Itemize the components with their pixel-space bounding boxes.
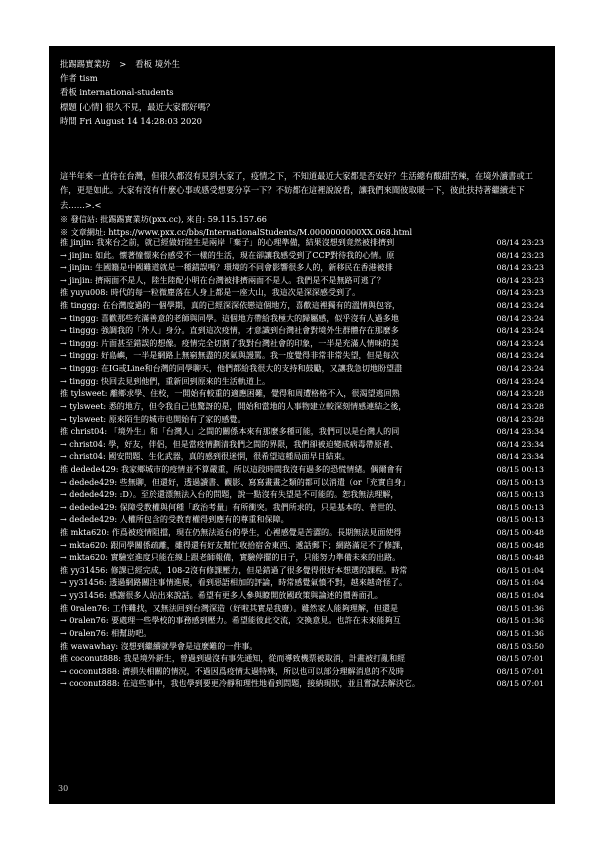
comment-row bbox=[60, 414, 544, 427]
comment-row bbox=[60, 628, 544, 641]
comment-text: → yy31456: 感謝很多人站出來說話。希望有更多人參與瞭開放國政策與論述的價善面孔。 bbox=[60, 591, 383, 601]
breadcrumb-separator: > bbox=[119, 59, 127, 69]
comment-text: 推 christ04: 「境外生」和「台灣人」之間的關係本來有那麼多種可能，我們可以是台灣人的同 bbox=[60, 427, 400, 437]
comment-text: 推 0ralen76: 工作難找，又無法回到台灣深造（好啦其實是我廢）。雖然家人能夠理解，但還是 bbox=[60, 603, 399, 613]
comment-time: 08/15 00:13 bbox=[496, 502, 544, 512]
comment-row bbox=[60, 376, 544, 389]
comment-text: → jinjin: 生國籍是中國難道就是一種錯誤嗎？環境的不同會影響很多人的，新移民在香港被排 bbox=[60, 263, 393, 273]
post-board: 看板 international-students bbox=[60, 87, 174, 98]
comment-text: 推 yy31456: 修課已經完成，108-2沒有修課壓力，但是錯過了很多覺得很好本想選的課程。時常 bbox=[60, 565, 408, 575]
comment-time: 08/15 07:01 bbox=[496, 666, 544, 676]
comment-text: → tinggg: 喜歡那些充滿善意的老師與同學。這個地方帶給我極大的歸屬感，似乎沒有人過多地 bbox=[60, 313, 399, 323]
comment-row bbox=[60, 300, 544, 313]
comment-time: 08/15 00:48 bbox=[496, 528, 544, 538]
post-author: 作者 tism bbox=[60, 73, 98, 84]
comment-row bbox=[60, 603, 544, 616]
comment-row bbox=[60, 287, 544, 300]
comment-time: 08/15 01:04 bbox=[496, 565, 544, 575]
comment-text: → yy31456: 透過網路關注事情進展，看到惡語相加的評論，時常感覺氣憤不對，越來越奇怪了。 bbox=[60, 578, 407, 588]
comment-time: 08/15 00:48 bbox=[496, 553, 544, 563]
comment-text: 推 mkta620: 作爲被疫情阻擋，現在仍無法返台的學生，心裡感覺是苦澀的。長期無法見面使得 bbox=[60, 528, 402, 538]
comment-time: 08/14 23:23 bbox=[496, 263, 544, 273]
comment-row bbox=[60, 577, 544, 590]
comment-time: 08/14 23:34 bbox=[496, 439, 544, 449]
comment-time: 08/15 00:13 bbox=[496, 477, 544, 487]
source-site: ※ 發信站: 批踢踢實業坊(pxx.cc), 來自: 59.115.157.66 bbox=[60, 214, 267, 224]
comment-row bbox=[60, 325, 544, 338]
comment-text: → christ04: 學，好友，伴侶，但是當疫情劃清我們之間的界限，我們卻被迫變成病毒帶原者、 bbox=[60, 439, 398, 449]
comment-text: → 0ralen76: 相幫助吧。 bbox=[60, 628, 152, 638]
site-name: 批踢踢實業坊 bbox=[60, 59, 111, 69]
comment-row bbox=[60, 464, 544, 477]
comment-time: 08/14 23:34 bbox=[496, 452, 544, 462]
comment-text: → 0ralen76: 要處理一些學校的事務感到壓力。希望能彼此交流，交換意見。也許在未來能夠互 bbox=[60, 616, 401, 626]
comment-row bbox=[60, 666, 544, 679]
comment-text: → tinggg: 好島嶼，一半是網路上無窮無盡的戾氣與謾罵。我一度覺得非常非常失望，但是每次 bbox=[60, 351, 399, 361]
comment-time: 08/14 23:23 bbox=[496, 288, 544, 298]
post-header bbox=[60, 57, 214, 128]
comment-time: 08/14 23:23 bbox=[496, 238, 544, 247]
comment-time: 08/14 23:28 bbox=[496, 389, 544, 399]
comment-text: → mkta620: 跟同學關係疏離，雖得還有好友幫忙收拾宿舍東西、遞話郵下；網路滿足不了修課， bbox=[60, 540, 409, 550]
page-number: 30 bbox=[58, 784, 69, 793]
comment-time: 08/15 03:50 bbox=[496, 641, 544, 651]
comment-text: → tylsweet: 原來陌生的城市也開始有了家的感覺。 bbox=[60, 414, 246, 424]
comment-row bbox=[60, 237, 544, 250]
comment-time: 08/14 23:23 bbox=[496, 250, 544, 260]
comment-row bbox=[60, 426, 544, 439]
comment-row bbox=[60, 401, 544, 414]
comment-text: → christ04: 國安問題、生化武器，真的感到很迷惘，很希望這種局面早日結束。 bbox=[60, 452, 350, 462]
comment-time: 08/14 23:23 bbox=[496, 275, 544, 285]
comment-time: 08/15 00:13 bbox=[496, 515, 544, 525]
comment-text: 推 wawawhay: 沒想到繼續就學會是這麼難的一件事。 bbox=[60, 641, 258, 651]
comment-row bbox=[60, 641, 544, 654]
comment-text: → jinjin: 擠兩面不是人，陸生陸配小明在台灣被排擠兩面不是人。我們是不是無路可逃了？ bbox=[60, 275, 385, 285]
comment-row bbox=[60, 338, 544, 351]
comment-row bbox=[60, 527, 544, 540]
comment-time: 08/15 01:04 bbox=[496, 578, 544, 588]
comment-text: → dedede429: :D）。至於還漂無法入台的問題，說一點沒有失望是不可能的。恕我無法理解， bbox=[60, 490, 399, 500]
comment-time: 08/15 01:36 bbox=[496, 628, 544, 638]
comment-time: 08/14 23:24 bbox=[496, 313, 544, 323]
comment-list bbox=[60, 237, 544, 691]
comment-row bbox=[60, 388, 544, 401]
comment-text: → tinggg: 在IG或Line和台灣的同學聊天，他們都給我很大的支持和鼓勵，又讓我急切地盼望盡 bbox=[60, 364, 403, 374]
comment-row bbox=[60, 590, 544, 603]
comment-text: 推 tylsweet: 離鄉求學、住校，一開始有較重的適應困難，覺得和周遭格格不入，很渴望逃回熟 bbox=[60, 389, 400, 399]
comment-time: 08/14 23:24 bbox=[496, 338, 544, 348]
comment-time: 08/15 00:48 bbox=[496, 540, 544, 550]
comment-text: → coconut888: 濟損失相關的情況，不過因爲疫情太過特殊，所以也可以部分理解消息的不及時 bbox=[60, 666, 404, 676]
comment-text: 推 coconut888: 我是境外新生，曾過到過沒有事先通知，從而導致機票被取消，計畫被打亂和經 bbox=[60, 654, 406, 664]
comment-row bbox=[60, 653, 544, 666]
comment-text: → jinjin: 如此。懷著憧憬來台感受不一樣的生活，現在卻讓我感受到了CCP對待我的心情。原 bbox=[60, 250, 395, 260]
comment-time: 08/14 23:24 bbox=[496, 376, 544, 386]
comment-time: 08/15 07:01 bbox=[496, 679, 544, 689]
comment-time: 08/15 01:36 bbox=[496, 616, 544, 626]
comment-time: 08/15 01:36 bbox=[496, 603, 544, 613]
comment-text: → tinggg: 強調我的「外人」身分。直到這次疫情，才意識到台灣社會對境外生群體存在那麼多 bbox=[60, 326, 399, 336]
source-url: ※ 文章網址: https://www.pxx.cc/bbs/InternationalStudents/M.0000000000XX.068.html bbox=[60, 226, 413, 237]
comment-row bbox=[60, 540, 544, 553]
comment-text: → dedede429: 些無聊，但還好，透過讀書、觀影、寫寫畫畫之類的都可以消遣（or「充實自身」 bbox=[60, 477, 410, 487]
comment-text: 推 dedede429: 我家鄉城市的疫情並不算嚴重，所以這段時間我沒有過多的恐慌情緒。偶爾會有 bbox=[60, 464, 403, 474]
comment-time: 08/15 07:01 bbox=[496, 654, 544, 664]
post-time: 時間 Fri August 14 14:28:03 2020 bbox=[60, 115, 202, 126]
comment-row bbox=[60, 439, 544, 452]
comment-row bbox=[60, 489, 544, 502]
comment-text: → tinggg: 片面甚至錯誤的想像。疫情完全切割了我對台灣社會的印象，一半是充滿人情味的美 bbox=[60, 338, 399, 348]
post-title: 標題 [心情] 很久不見，最近大家都好嗎？ bbox=[60, 101, 215, 112]
comment-text: → dedede429: 人權所包含的受教育權得到應有的尊重和保障。 bbox=[60, 515, 289, 525]
comment-text: 推 tinggg: 在台灣度過的一個學期，真的已經深深依戀這個地方，喜歡這裡獨有的溫情與包容， bbox=[60, 301, 401, 311]
comment-row bbox=[60, 350, 544, 363]
comment-row bbox=[60, 565, 544, 578]
board-breadcrumb bbox=[60, 57, 214, 71]
comment-text: → tylsweet: 悉的地方，但令我自己也驚訝的是，開始和當地的人事物建立較深刻情感連結之後， bbox=[60, 401, 407, 411]
comment-row bbox=[60, 451, 544, 464]
comment-row bbox=[60, 313, 544, 326]
comment-row bbox=[60, 363, 544, 376]
comment-time: 08/14 23:24 bbox=[496, 326, 544, 336]
comment-row bbox=[60, 275, 544, 288]
document-page bbox=[49, 46, 555, 804]
comment-time: 08/15 00:13 bbox=[496, 490, 544, 500]
comment-row bbox=[60, 502, 544, 515]
comment-text: 推 yuyu008: 時代的每一粒微塵落在人身上都是一座大山，我這次是深深感受到了。 bbox=[60, 288, 361, 298]
post-body: 這半年來一直待在台灣，但很久都沒有見到大家了，疫情之下，不知道最近大家都是否安好？生活總有酸甜苦辣，在境外讀書或工作，更是如此。大家有沒有什麼心事或感受想要分享一下？不妨都在這裡說說看，讓我們來聞彼取暖一下，彼此扶持著繼續走下去……>.< bbox=[60, 171, 533, 210]
comment-text: → mkta620: 實驗室進度只能在線上跟老師報備，實驗停擺的日子，只能努力準備未來的出路。 bbox=[60, 553, 401, 563]
board-name: 看板 境外生 bbox=[135, 59, 180, 69]
comment-time: 08/14 23:24 bbox=[496, 301, 544, 311]
comment-time: 08/14 23:24 bbox=[496, 351, 544, 361]
comment-time: 08/14 23:34 bbox=[496, 427, 544, 437]
comment-text: → dedede429: 保障受教權與何種「政治考量」有所衝突。我們所求的，只是基本的、普世的、 bbox=[60, 502, 402, 512]
comment-row bbox=[60, 250, 544, 263]
comment-row bbox=[60, 477, 544, 490]
comment-time: 08/14 23:28 bbox=[496, 414, 544, 424]
comment-time: 08/14 23:24 bbox=[496, 364, 544, 374]
comment-row bbox=[60, 552, 544, 565]
comment-row bbox=[60, 514, 544, 527]
comment-row bbox=[60, 615, 544, 628]
post-source bbox=[60, 213, 412, 238]
comment-text: → coconut888: 在這些事中，我也學到要更冷靜和理性地看到問題，接納現狀，並且嘗試去解決它。 bbox=[60, 679, 420, 689]
comment-text: 推 jinjin: 我來台之前，就已經做好陸生是兩岸「棄子」的心理準備，結果沒想到竟然被排擠到 bbox=[60, 238, 395, 247]
comment-row bbox=[60, 262, 544, 275]
comment-time: 08/15 00:13 bbox=[496, 464, 544, 474]
comment-text: → tinggg: 快回去見到他們，重新回到原來的生活軌道上。 bbox=[60, 376, 270, 386]
comment-time: 08/15 01:04 bbox=[496, 591, 544, 601]
comment-row bbox=[60, 678, 544, 691]
comment-time: 08/14 23:28 bbox=[496, 401, 544, 411]
